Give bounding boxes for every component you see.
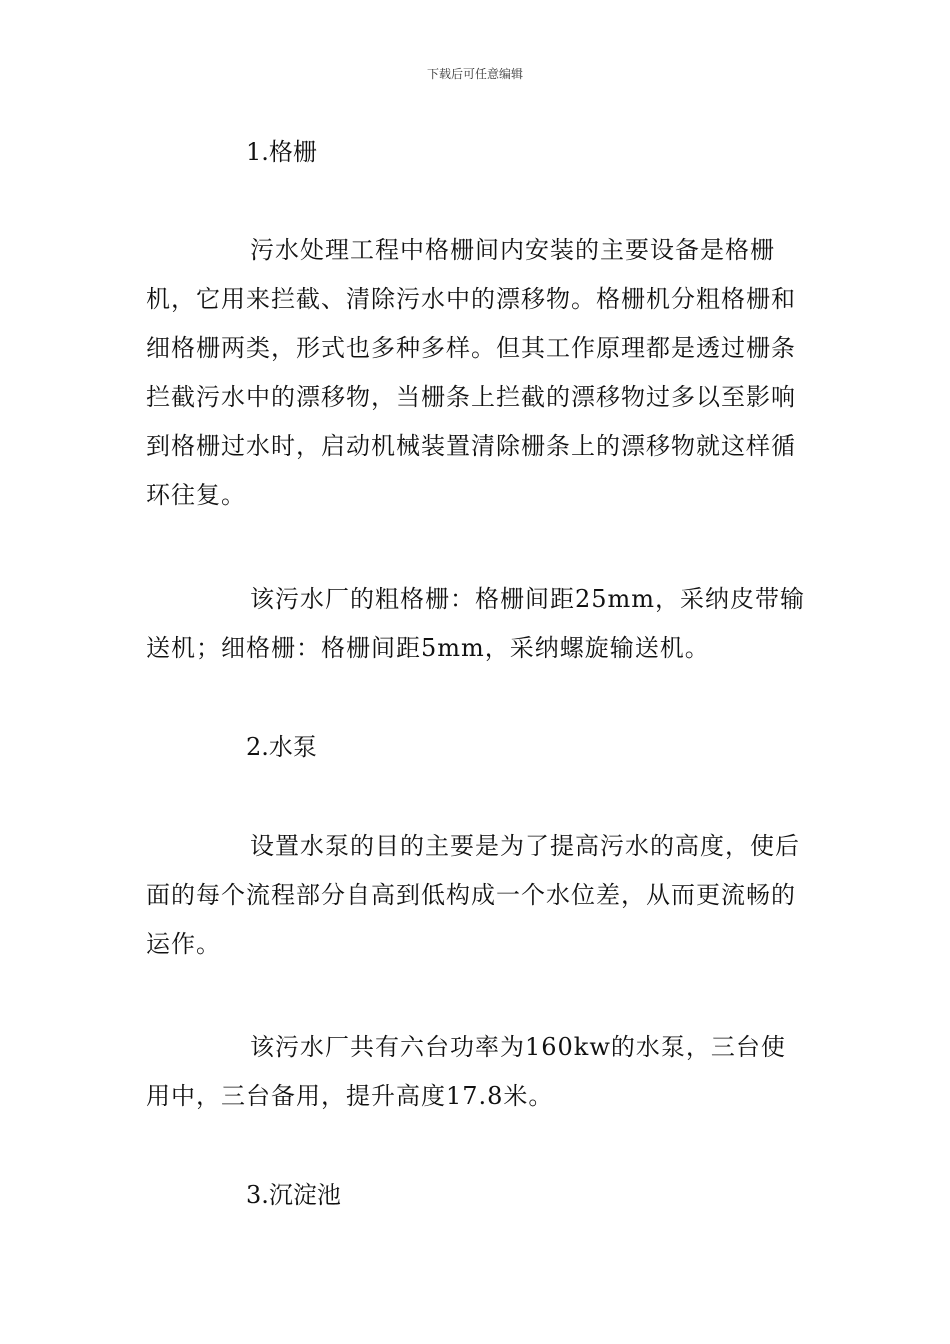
page-header-note: 下载后可任意编辑 — [426, 67, 523, 81]
section-2-paragraph-2: 该污水厂共有六台功率为160kw的水泵，三台使用中，三台备用，提升高度17.8米。 — [146, 1033, 786, 1110]
section-1-paragraph-1: 污水处理工程中格栅间内安装的主要设备是格栅机，它用来拦截、清除污水中的漂移物。格栅机分粗格栅和细格栅两类，形式也多种多样。但其工作原理都是透过栅条拦截污水中的漂移物，当栅条上拦截的漂移物过多以至影响到格栅过水时，启动机械装置清除栅条上的漂移物就这样循环往复。 — [146, 236, 796, 509]
section-1-heading: 1.格栅 — [246, 138, 317, 166]
section-2-heading: 2.水泵 — [246, 733, 317, 761]
section-1-paragraph-2: 该污水厂的粗格栅：格栅间距25mm，采纳皮带输送机；细格栅：格栅间距5mm，采纳螺旋输送机。 — [146, 585, 806, 662]
section-2-paragraph-1: 设置水泵的目的主要是为了提高污水的高度，使后面的每个流程部分自高到低构成一个水位差，从而更流畅的运作。 — [146, 832, 800, 958]
section-3-heading: 3.沉淀池 — [246, 1181, 341, 1209]
